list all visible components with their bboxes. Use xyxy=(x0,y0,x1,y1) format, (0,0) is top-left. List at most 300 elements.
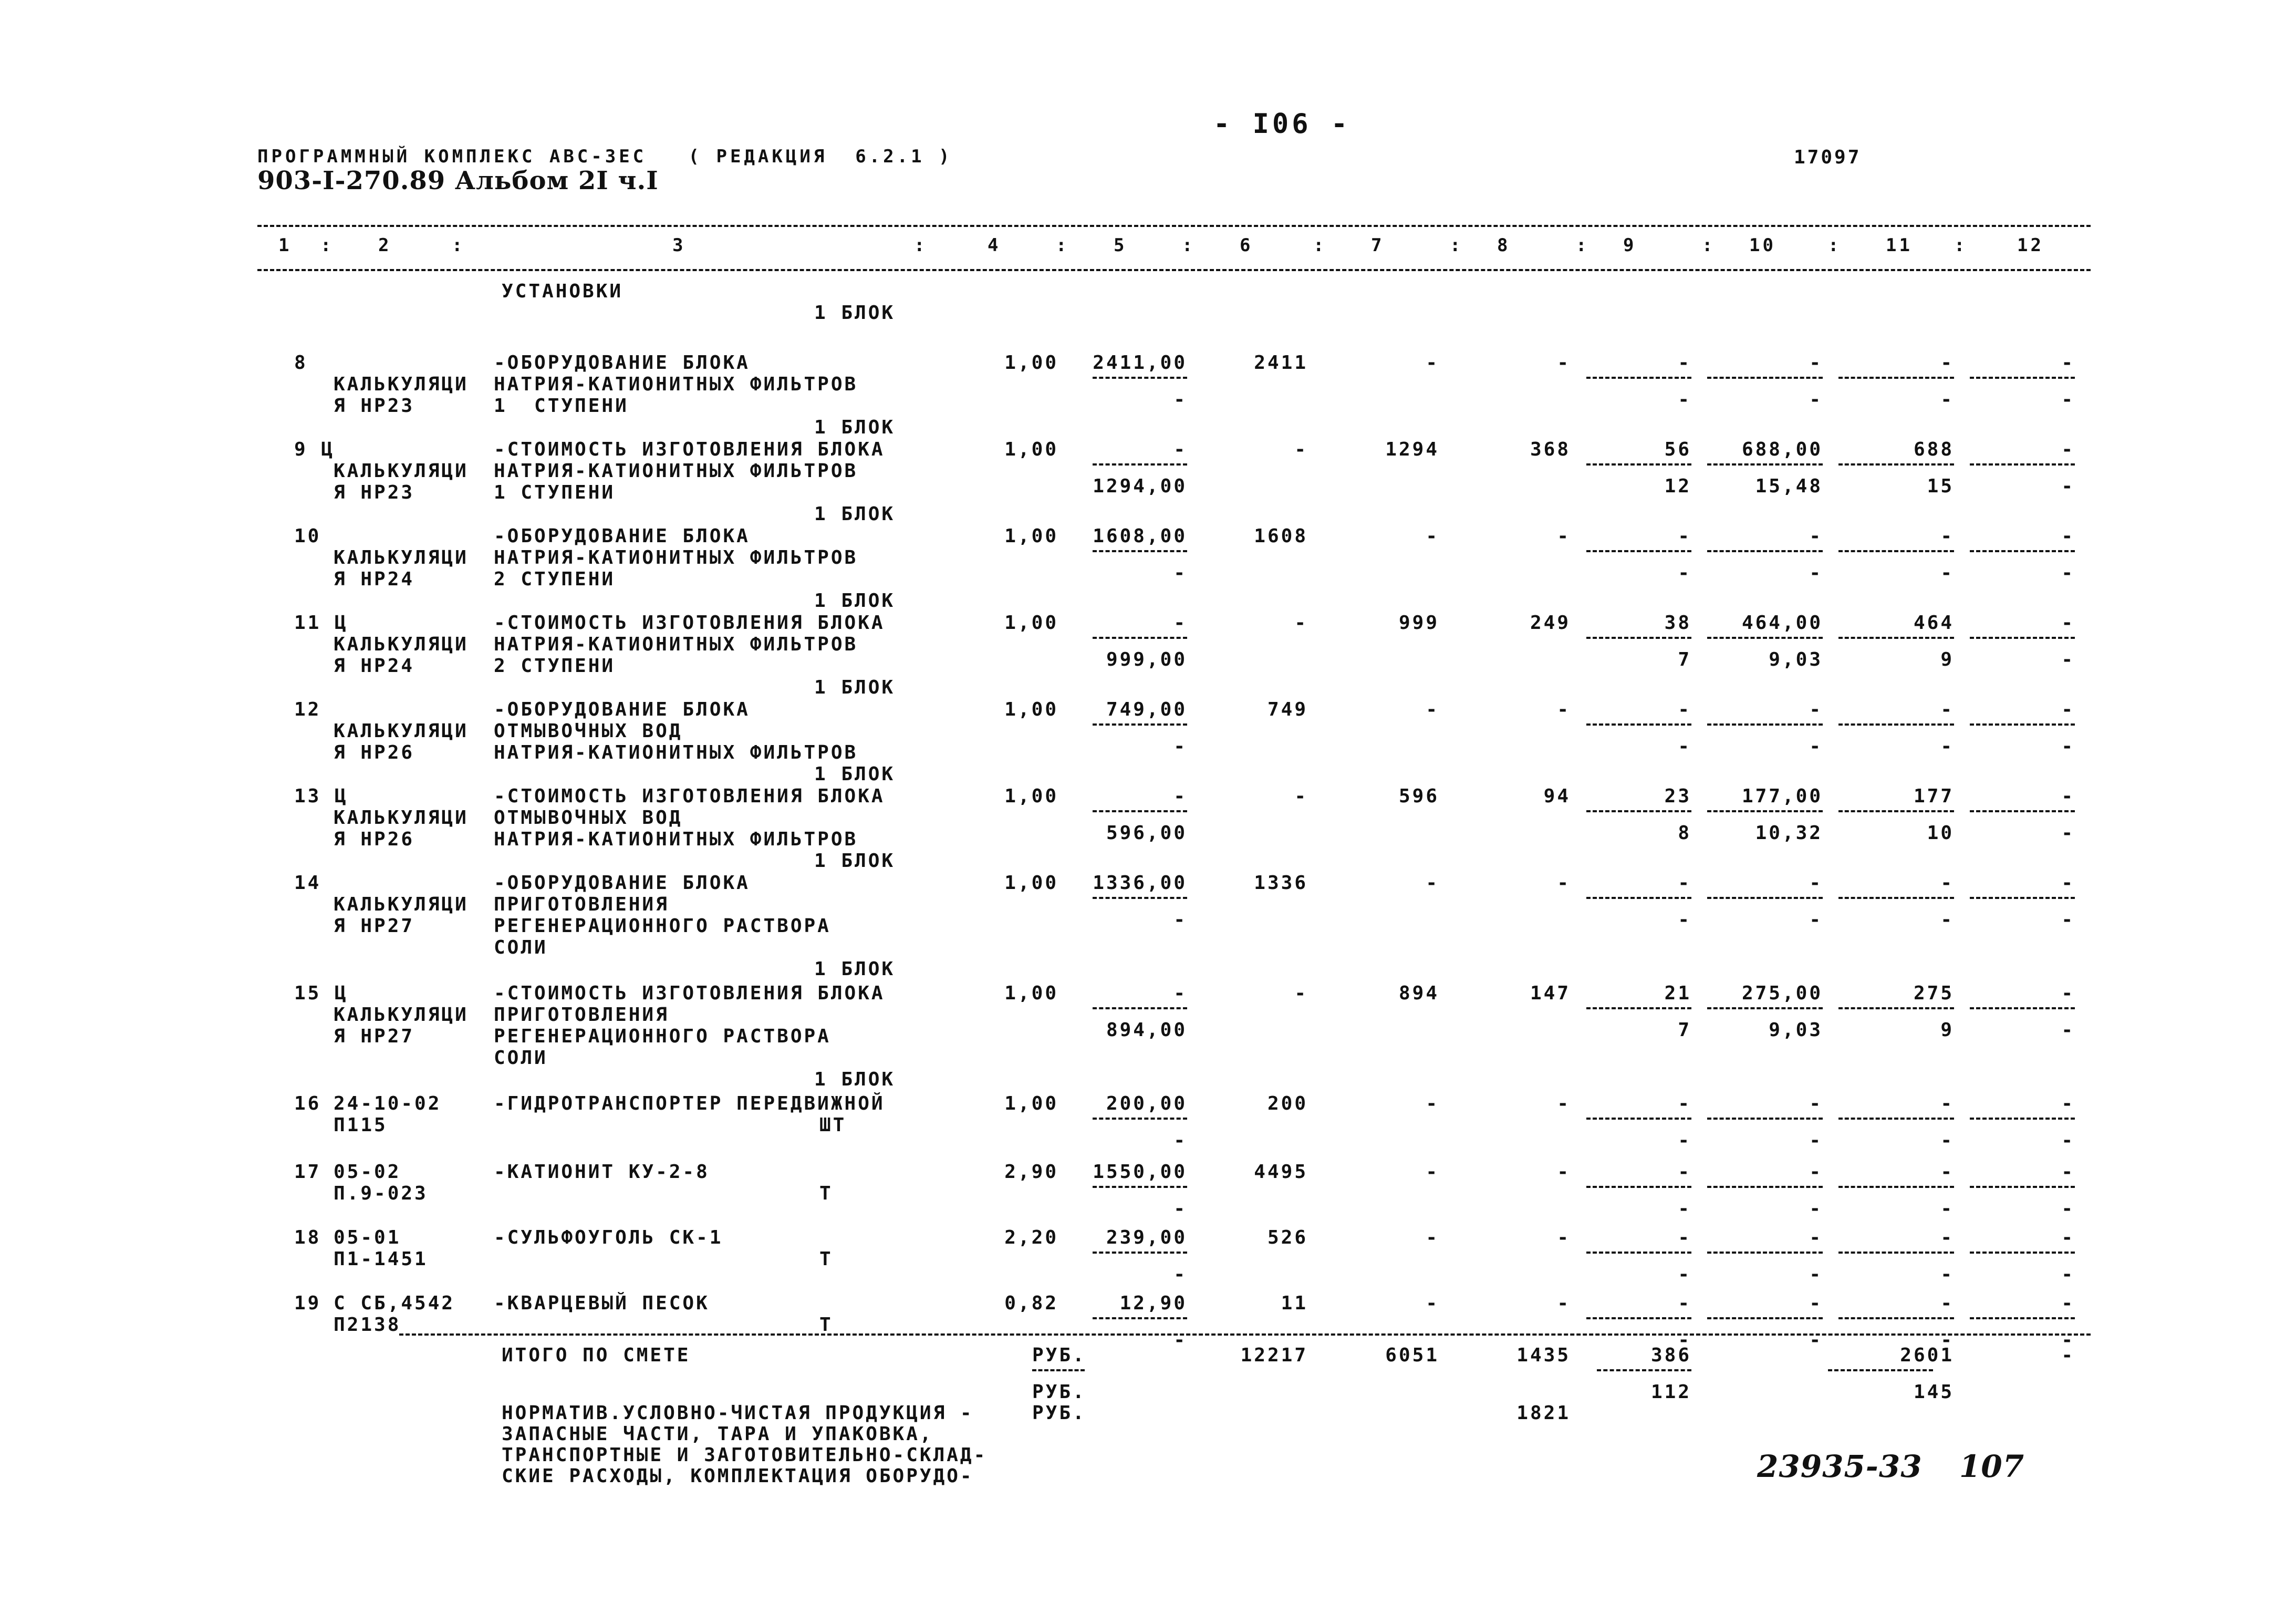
cost-c12: - xyxy=(2061,1161,2075,1183)
cost-c9: - xyxy=(1678,1161,1691,1183)
column-separator: : xyxy=(1576,235,1589,256)
cost-c6: 749 xyxy=(1267,699,1308,720)
cost-c9: - xyxy=(1678,1293,1691,1314)
cost-c8: - xyxy=(1557,1093,1571,1114)
row-number: 16 xyxy=(294,1093,321,1114)
cost-lower-c12: - xyxy=(2061,475,2075,497)
norm-c8: 1821 xyxy=(1516,1402,1571,1424)
cost-lower-c12: - xyxy=(2061,389,2075,410)
column-header: 12 xyxy=(2017,235,2044,256)
column-separator: : xyxy=(1702,235,1716,256)
column-header: 10 xyxy=(1749,235,1776,256)
cost-underline xyxy=(1838,377,1954,379)
quantity: 1,00 xyxy=(1004,439,1058,460)
cost-lower-c10: - xyxy=(1809,1329,1823,1351)
column-header: 8 xyxy=(1497,235,1511,256)
cost-c11: - xyxy=(1940,1293,1954,1314)
unit-price: 239,00 xyxy=(1106,1227,1187,1248)
cost-lower-c10: 9,03 xyxy=(1769,1019,1823,1041)
total-unit-underline xyxy=(1032,1369,1085,1371)
unit-price-lower: - xyxy=(1173,1198,1187,1219)
row-code: Я НР23 xyxy=(334,482,415,503)
cost-c6: 1608 xyxy=(1254,525,1308,547)
quantity: 1,00 xyxy=(1004,352,1058,374)
cost-c9: - xyxy=(1678,352,1691,374)
row-code: КАЛЬКУЛЯЦИ xyxy=(334,807,469,829)
unit-price-lower: 999,00 xyxy=(1106,649,1187,670)
cost-underline xyxy=(1586,1118,1691,1120)
column-header: 5 xyxy=(1114,235,1127,256)
cost-lower-c10: 9,03 xyxy=(1769,649,1823,670)
cost-c8: 249 xyxy=(1530,612,1571,634)
cost-lower-c12: - xyxy=(2061,822,2075,844)
unit-price-lower: - xyxy=(1173,1329,1187,1351)
cost-lower-c9: 8 xyxy=(1678,822,1691,844)
cost-underline xyxy=(1838,463,1954,466)
row-description: -СТОИМОСТЬ ИЗГОТОВЛЕНИЯ БЛОКА xyxy=(494,983,885,1004)
total-c11-lower: 145 xyxy=(1913,1381,1954,1403)
unit-price-lower: 894,00 xyxy=(1106,1019,1187,1041)
unit-price-underline xyxy=(1093,377,1187,379)
cost-c12: - xyxy=(2061,983,2075,1004)
row-description: 1 СТУПЕНИ xyxy=(494,482,616,503)
cost-c10: - xyxy=(1809,352,1823,374)
cost-c11: 275 xyxy=(1913,983,1954,1004)
cost-c8: - xyxy=(1557,872,1571,894)
row-description: СОЛИ xyxy=(494,937,548,958)
cost-lower-c11: - xyxy=(1940,1198,1954,1219)
column-header: 7 xyxy=(1371,235,1385,256)
cost-c12: - xyxy=(2061,612,2075,634)
cost-lower-c11: - xyxy=(1940,1130,1954,1151)
row-code: КАЛЬКУЛЯЦИ xyxy=(334,720,469,742)
cost-underline xyxy=(1707,1252,1823,1254)
row-description: ПРИГОТОВЛЕНИЯ xyxy=(494,894,669,915)
total-c9: 386 xyxy=(1650,1345,1691,1366)
quantity: 1,00 xyxy=(1004,525,1058,547)
unit-price-underline xyxy=(1093,463,1187,466)
cost-lower-c11: - xyxy=(1940,1329,1954,1351)
cost-c6: 2411 xyxy=(1254,352,1308,374)
cost-lower-c12: - xyxy=(2061,1130,2075,1151)
row-unit-label: 1 БЛОК xyxy=(814,958,896,980)
column-header: 11 xyxy=(1886,235,1913,256)
column-separator: : xyxy=(1182,235,1196,256)
total-label: ИТОГО ПО СМЕТЕ xyxy=(502,1345,691,1366)
cost-lower-c12: - xyxy=(2061,562,2075,584)
row-description: ОТМЫВОЧНЫХ ВОД xyxy=(494,807,683,829)
row-code: Я НР27 xyxy=(334,1026,415,1047)
cost-c8: - xyxy=(1557,699,1571,720)
row-description: 1 БЛОК xyxy=(814,302,896,324)
unit-price-lower: - xyxy=(1173,562,1187,584)
cost-c9: - xyxy=(1678,699,1691,720)
row-number: 19 xyxy=(294,1293,321,1314)
doc-code: 17097 xyxy=(1794,147,1862,168)
cost-underline xyxy=(1586,377,1691,379)
cost-c9: - xyxy=(1678,525,1691,547)
unit-price-underline xyxy=(1093,637,1187,639)
cost-underline xyxy=(1970,897,2075,899)
cost-c8: - xyxy=(1557,1161,1571,1183)
row-code: КАЛЬКУЛЯЦИ xyxy=(334,634,469,655)
row-description: НАТРИЯ-КАТИОНИТНЫХ ФИЛЬТРОВ xyxy=(494,634,858,655)
cost-underline xyxy=(1586,1317,1691,1319)
row-description: 1 СТУПЕНИ xyxy=(494,395,629,417)
cost-c9: - xyxy=(1678,1093,1691,1114)
row-description: -ОБОРУДОВАНИЕ БЛОКА xyxy=(494,872,750,894)
row-code: П2138 xyxy=(334,1314,401,1336)
column-header: 4 xyxy=(988,235,1001,256)
column-separator: : xyxy=(914,235,928,256)
program-line: ПРОГРАММНЫЙ КОМПЛЕКС АВС-3ЕС ( РЕДАКЦИЯ 6.2.1 ) xyxy=(257,146,953,167)
cost-c6: 4495 xyxy=(1254,1161,1308,1183)
row-description: РЕГЕНЕРАЦИОННОГО РАСТВОРА xyxy=(494,915,831,937)
unit-price-lower: 596,00 xyxy=(1106,822,1187,844)
row-code: Я НР24 xyxy=(334,655,415,677)
row-code: П.9-023 xyxy=(334,1183,428,1204)
cost-underline xyxy=(1707,377,1823,379)
cost-c7: - xyxy=(1426,1161,1439,1183)
cost-underline xyxy=(1970,1317,2075,1319)
total-c9-lower: 112 xyxy=(1650,1381,1691,1403)
row-description: -СУЛЬФОУГОЛЬ СК-1 xyxy=(494,1227,723,1248)
row-description: -ОБОРУДОВАНИЕ БЛОКА xyxy=(494,352,750,374)
cost-c10: - xyxy=(1809,1093,1823,1114)
album-line: 903-I-270.89 Альбом 2I ч.I xyxy=(257,166,659,195)
row-number: 13 Ц xyxy=(294,785,348,807)
column-header: 6 xyxy=(1240,235,1253,256)
cost-lower-c10: 15,48 xyxy=(1755,475,1823,497)
row-code: КАЛЬКУЛЯЦИ xyxy=(334,547,469,568)
unit-price-underline xyxy=(1093,1186,1187,1188)
row-description: НАТРИЯ-КАТИОНИТНЫХ ФИЛЬТРОВ xyxy=(494,829,858,850)
cost-underline xyxy=(1707,1118,1823,1120)
quantity: 1,00 xyxy=(1004,612,1058,634)
row-code: 05-02 xyxy=(334,1161,401,1183)
cost-lower-c12: - xyxy=(2061,1019,2075,1041)
cost-underline xyxy=(1707,810,1823,812)
cost-underline xyxy=(1970,377,2075,379)
cost-c7: 894 xyxy=(1398,983,1439,1004)
cost-underline xyxy=(1707,1317,1823,1319)
column-header: 1 xyxy=(278,235,292,256)
total-underline xyxy=(1597,1369,1691,1371)
cost-underline xyxy=(1586,1007,1691,1009)
cost-c10: - xyxy=(1809,872,1823,894)
total-c8: 1435 xyxy=(1516,1345,1571,1366)
quantity: 2,90 xyxy=(1004,1161,1058,1183)
row-description: -КВАРЦЕВЫЙ ПЕСОК xyxy=(494,1293,710,1314)
norm-text: НОРМАТИВ.УСЛОВНО-ЧИСТАЯ ПРОДУКЦИЯ - xyxy=(502,1402,974,1424)
cost-c11: - xyxy=(1940,1227,1954,1248)
norm-text: СКИЕ РАСХОДЫ, КОМПЛЕКТАЦИЯ ОБОРУДО- xyxy=(502,1465,974,1487)
row-description: -КАТИОНИТ КУ-2-8 xyxy=(494,1161,710,1183)
norm-text: ТРАНСПОРТНЫЕ И ЗАГОТОВИТЕЛЬНО-СКЛАД- xyxy=(502,1444,988,1466)
cost-c10: - xyxy=(1809,525,1823,547)
cost-c10: 688,00 xyxy=(1741,439,1823,460)
row-unit-label: 1 БЛОК xyxy=(814,677,896,698)
cost-underline xyxy=(1838,1252,1954,1254)
cost-lower-c10: - xyxy=(1809,1264,1823,1285)
cost-underline xyxy=(1838,723,1954,726)
cost-c7: - xyxy=(1426,1093,1439,1114)
cost-c10: - xyxy=(1809,699,1823,720)
row-code: Я НР24 xyxy=(334,568,415,590)
cost-underline xyxy=(1586,463,1691,466)
unit-price-underline xyxy=(1093,897,1187,899)
cost-c7: - xyxy=(1426,872,1439,894)
cost-c12: - xyxy=(2061,439,2075,460)
row-code: КАЛЬКУЛЯЦИ xyxy=(334,374,469,395)
row-code: 05-01 xyxy=(334,1227,401,1248)
cost-underline xyxy=(1586,550,1691,552)
cost-lower-c9: - xyxy=(1678,736,1691,757)
cost-c6: 1336 xyxy=(1254,872,1308,894)
cost-underline xyxy=(1707,463,1823,466)
stamp-number: 23935-33 xyxy=(1757,1449,1923,1484)
cost-c8: 147 xyxy=(1530,983,1571,1004)
row-description: СОЛИ xyxy=(494,1047,548,1069)
unit-price: - xyxy=(1173,439,1187,460)
table-header-rule xyxy=(257,269,2091,271)
row-description: -ОБОРУДОВАНИЕ БЛОКА xyxy=(494,525,750,547)
cost-lower-c9: - xyxy=(1678,389,1691,410)
cost-c12: - xyxy=(2061,699,2075,720)
row-code: П115 xyxy=(334,1114,388,1136)
row-number: 15 Ц xyxy=(294,983,348,1004)
quantity: 0,82 xyxy=(1004,1293,1058,1314)
cost-underline xyxy=(1838,550,1954,552)
row-description: НАТРИЯ-КАТИОНИТНЫХ ФИЛЬТРОВ xyxy=(494,460,858,482)
cost-lower-c12: - xyxy=(2061,649,2075,670)
quantity: 1,00 xyxy=(1004,699,1058,720)
column-separator: : xyxy=(1313,235,1327,256)
cost-lower-c11: 9 xyxy=(1940,1019,1954,1041)
cost-c6: - xyxy=(1294,785,1308,807)
unit-price-lower: - xyxy=(1173,1264,1187,1285)
cost-lower-c10: - xyxy=(1809,909,1823,930)
cost-c6: 200 xyxy=(1267,1093,1308,1114)
cost-c10: - xyxy=(1809,1293,1823,1314)
unit-price-underline xyxy=(1093,1007,1187,1009)
column-header: 9 xyxy=(1623,235,1637,256)
row-code: Я НР26 xyxy=(334,742,415,763)
quantity: 1,00 xyxy=(1004,1093,1058,1114)
cost-underline xyxy=(1970,1186,2075,1188)
cost-c9: - xyxy=(1678,1227,1691,1248)
cost-underline xyxy=(1707,550,1823,552)
norm-unit: РУБ. xyxy=(1032,1402,1086,1424)
cost-c10: - xyxy=(1809,1227,1823,1248)
cost-c8: - xyxy=(1557,1227,1571,1248)
unit-price-lower: - xyxy=(1173,1130,1187,1151)
cost-lower-c9: - xyxy=(1678,1329,1691,1351)
total-underline xyxy=(1828,1369,1933,1371)
unit-price-lower: - xyxy=(1173,389,1187,410)
unit-price-lower: 1294,00 xyxy=(1093,475,1187,497)
unit-price-lower: - xyxy=(1173,909,1187,930)
column-separator: : xyxy=(452,235,465,256)
cost-c7: - xyxy=(1426,1227,1439,1248)
cost-c11: - xyxy=(1940,699,1954,720)
cost-c7: 999 xyxy=(1398,612,1439,634)
row-number: 12 xyxy=(294,699,321,720)
unit-price-underline xyxy=(1093,723,1187,726)
cost-c10: 275,00 xyxy=(1741,983,1823,1004)
cost-c11: 177 xyxy=(1913,785,1954,807)
unit-price: 1336,00 xyxy=(1093,872,1187,894)
cost-lower-c12: - xyxy=(2061,909,2075,930)
cost-lower-c11: - xyxy=(1940,389,1954,410)
cost-lower-c10: - xyxy=(1809,1198,1823,1219)
cost-underline xyxy=(1586,1252,1691,1254)
quantity: 2,20 xyxy=(1004,1227,1058,1248)
cost-underline xyxy=(1970,1118,2075,1120)
cost-c6: 526 xyxy=(1267,1227,1308,1248)
cost-c9: 23 xyxy=(1664,785,1691,807)
row-number: 18 xyxy=(294,1227,321,1248)
cost-lower-c11: - xyxy=(1940,736,1954,757)
cost-lower-c10: - xyxy=(1809,736,1823,757)
cost-underline xyxy=(1838,810,1954,812)
row-unit-label: Т xyxy=(819,1183,833,1204)
total-c6: 12217 xyxy=(1240,1345,1308,1366)
cost-underline xyxy=(1970,637,2075,639)
cost-lower-c9: - xyxy=(1678,1264,1691,1285)
row-number: 8 xyxy=(294,352,308,374)
cost-lower-c11: - xyxy=(1940,562,1954,584)
row-description: РЕГЕНЕРАЦИОННОГО РАСТВОРА xyxy=(494,1026,831,1047)
cost-underline xyxy=(1586,723,1691,726)
cost-underline xyxy=(1707,1186,1823,1188)
cost-c6: - xyxy=(1294,439,1308,460)
cost-lower-c12: - xyxy=(2061,1264,2075,1285)
cost-c10: - xyxy=(1809,1161,1823,1183)
sheet-number: 107 xyxy=(1959,1449,2025,1484)
unit-price-underline xyxy=(1093,810,1187,812)
row-unit-label: 1 БЛОК xyxy=(814,417,896,438)
row-code: КАЛЬКУЛЯЦИ xyxy=(334,1004,469,1026)
row-code: КАЛЬКУЛЯЦИ xyxy=(334,460,469,482)
row-description: -СТОИМОСТЬ ИЗГОТОВЛЕНИЯ БЛОКА xyxy=(494,612,885,634)
cost-underline xyxy=(1586,1186,1691,1188)
row-description: НАТРИЯ-КАТИОНИТНЫХ ФИЛЬТРОВ xyxy=(494,742,858,763)
cost-c11: - xyxy=(1940,1093,1954,1114)
cost-c11: - xyxy=(1940,525,1954,547)
cost-c8: - xyxy=(1557,352,1571,374)
unit-price: 1550,00 xyxy=(1093,1161,1187,1183)
cost-lower-c12: - xyxy=(2061,1329,2075,1351)
cost-c11: - xyxy=(1940,1161,1954,1183)
unit-price: - xyxy=(1173,612,1187,634)
unit-price: 12,90 xyxy=(1119,1293,1187,1314)
cost-lower-c9: 7 xyxy=(1678,1019,1691,1041)
row-number: 14 xyxy=(294,872,321,894)
cost-lower-c11: 9 xyxy=(1940,649,1954,670)
row-code: С СБ,4542 xyxy=(334,1293,455,1314)
cost-c11: - xyxy=(1940,352,1954,374)
column-separator: : xyxy=(320,235,334,256)
cost-c12: - xyxy=(2061,1293,2075,1314)
cost-lower-c9: - xyxy=(1678,1130,1691,1151)
cost-lower-c9: - xyxy=(1678,909,1691,930)
cost-underline xyxy=(1838,637,1954,639)
row-unit-label: 1 БЛОК xyxy=(814,850,896,872)
cost-c8: - xyxy=(1557,525,1571,547)
row-description: -СТОИМОСТЬ ИЗГОТОВЛЕНИЯ БЛОКА xyxy=(494,439,885,460)
cost-c6: 11 xyxy=(1281,1293,1308,1314)
quantity: 1,00 xyxy=(1004,872,1058,894)
cost-underline xyxy=(1586,810,1691,812)
row-code: Я НР23 xyxy=(334,395,415,417)
cost-c12: - xyxy=(2061,785,2075,807)
row-code: П1-1451 xyxy=(334,1248,428,1270)
unit-price: - xyxy=(1173,983,1187,1004)
cost-lower-c11: 10 xyxy=(1927,822,1954,844)
cost-lower-c11: 15 xyxy=(1927,475,1954,497)
total-unit-2: РУБ. xyxy=(1032,1381,1086,1403)
cost-c11: 688 xyxy=(1913,439,1954,460)
row-number: 10 xyxy=(294,525,321,547)
cost-lower-c11: - xyxy=(1940,1264,1954,1285)
cost-c10: 464,00 xyxy=(1741,612,1823,634)
cost-c7: - xyxy=(1426,699,1439,720)
unit-price-underline xyxy=(1093,1252,1187,1254)
cost-underline xyxy=(1838,1317,1954,1319)
cost-underline xyxy=(1970,550,2075,552)
cost-lower-c9: 12 xyxy=(1664,475,1691,497)
cost-c9: - xyxy=(1678,872,1691,894)
cost-lower-c10: - xyxy=(1809,1130,1823,1151)
row-unit-label: 1 БЛОК xyxy=(814,503,896,525)
column-separator: : xyxy=(1056,235,1069,256)
total-unit: РУБ. xyxy=(1032,1345,1086,1366)
cost-c8: - xyxy=(1557,1293,1571,1314)
unit-price: - xyxy=(1173,785,1187,807)
row-unit-label: Т xyxy=(819,1248,833,1270)
cost-underline xyxy=(1586,637,1691,639)
cost-underline xyxy=(1970,463,2075,466)
column-separator: : xyxy=(1954,235,1968,256)
row-code: 24-10-02 xyxy=(334,1093,442,1114)
row-description: НАТРИЯ-КАТИОНИТНЫХ ФИЛЬТРОВ xyxy=(494,547,858,568)
quantity: 1,00 xyxy=(1004,785,1058,807)
row-description: ОТМЫВОЧНЫХ ВОД xyxy=(494,720,683,742)
row-unit-label: 1 БЛОК xyxy=(814,1069,896,1090)
unit-price: 2411,00 xyxy=(1093,352,1187,374)
row-code: Я НР27 xyxy=(334,915,415,937)
row-number: 17 xyxy=(294,1161,321,1183)
column-separator: : xyxy=(1828,235,1842,256)
cost-lower-c9: - xyxy=(1678,1198,1691,1219)
cost-underline xyxy=(1838,1118,1954,1120)
cost-lower-c9: - xyxy=(1678,562,1691,584)
cost-c8: 368 xyxy=(1530,439,1571,460)
row-description: НАТРИЯ-КАТИОНИТНЫХ ФИЛЬТРОВ xyxy=(494,374,858,395)
cost-c9: 38 xyxy=(1664,612,1691,634)
cost-c12: - xyxy=(2061,872,2075,894)
row-unit-label: Т xyxy=(819,1314,833,1336)
row-description: 2 СТУПЕНИ xyxy=(494,655,616,677)
page-number: - I06 - xyxy=(1213,108,1351,140)
cost-underline xyxy=(1970,723,2075,726)
cost-c12: - xyxy=(2061,1227,2075,1248)
cost-underline xyxy=(1707,723,1823,726)
row-unit-label: 1 БЛОК xyxy=(814,590,896,612)
cost-c7: 1294 xyxy=(1385,439,1439,460)
cost-c10: 177,00 xyxy=(1741,785,1823,807)
